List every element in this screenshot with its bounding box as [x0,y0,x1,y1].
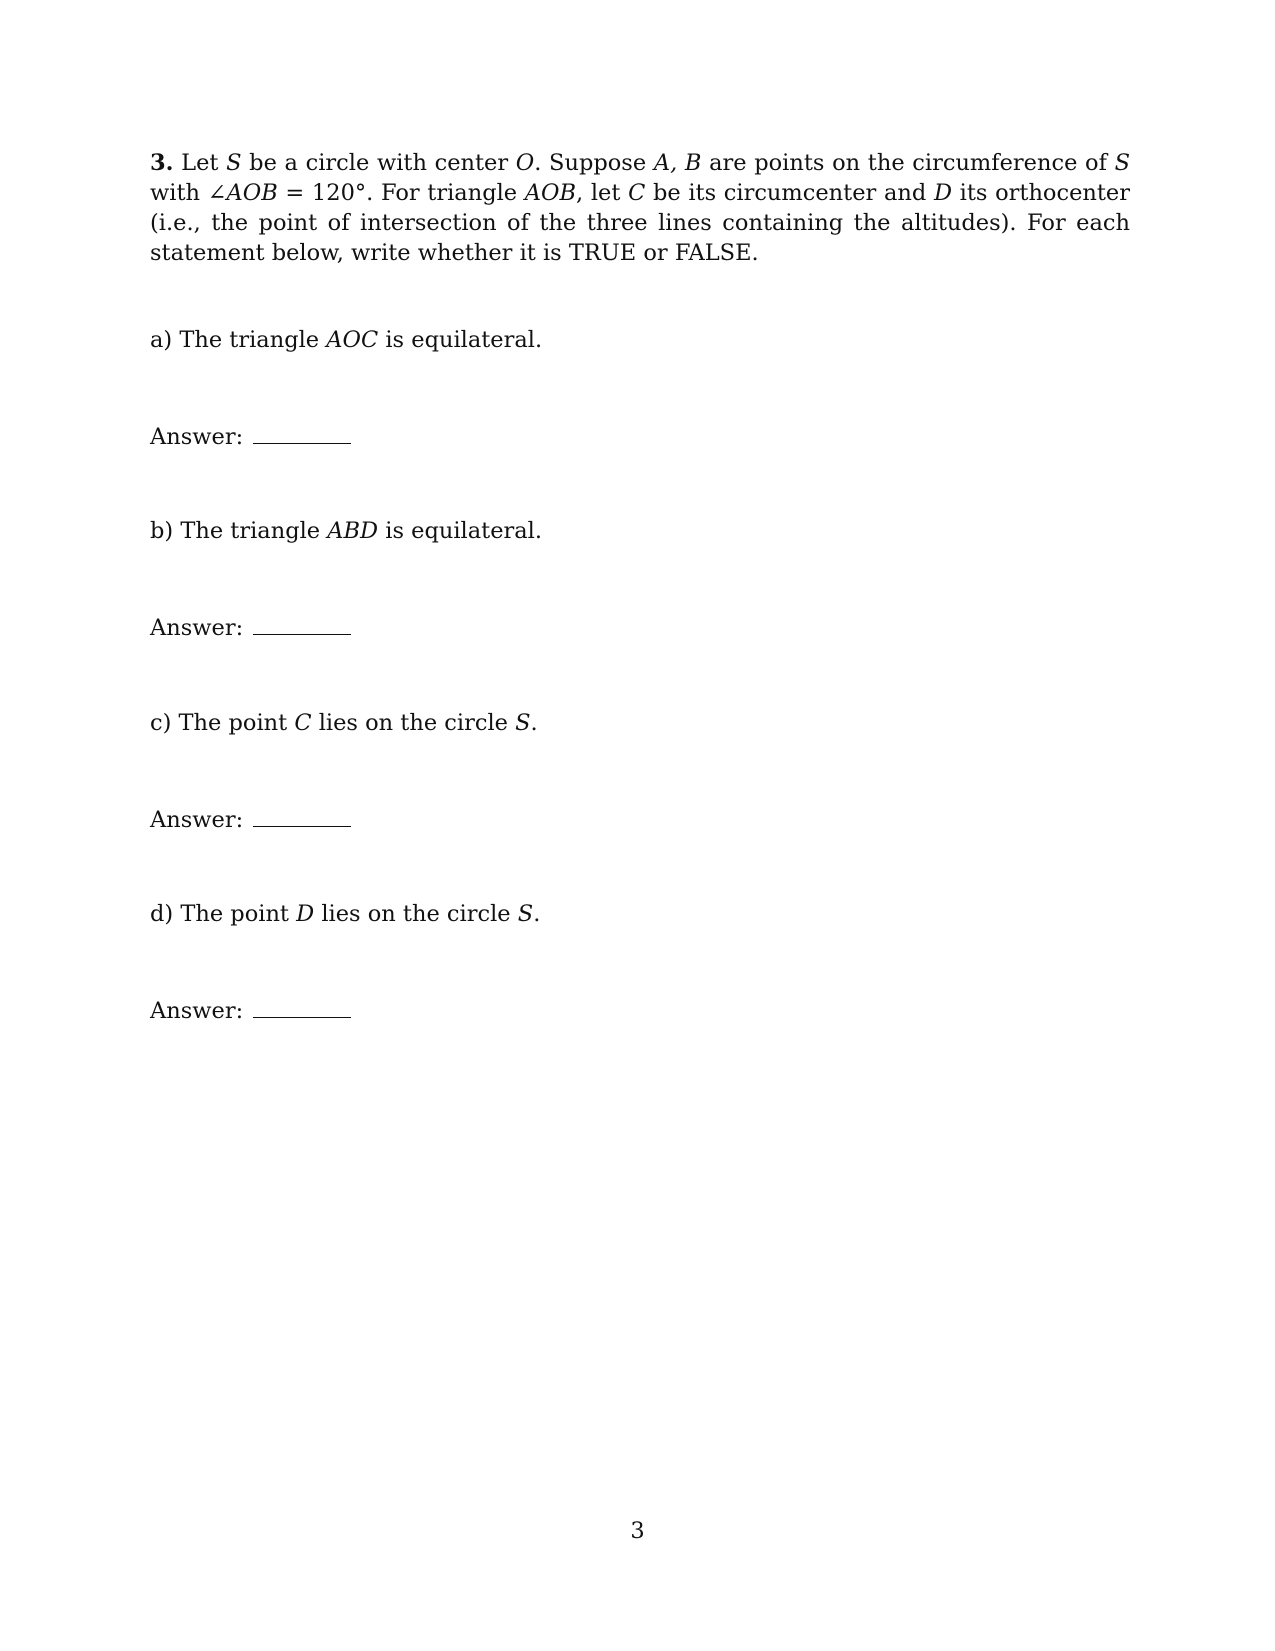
answer-label: Answer: [150,424,244,450]
part-d-statement: d) The point D lies on the circle S. [150,901,541,927]
problem-text: are points on the circumference of [701,150,1115,176]
part-d-answer [150,995,351,1026]
answer-blank-c[interactable] [253,804,351,827]
answer-blank-a[interactable] [253,421,351,444]
math-var: O [515,150,535,176]
problem-text: be its circumcenter and [645,180,934,206]
math-var: C [294,710,312,736]
answer-blank-d[interactable] [253,995,351,1018]
part-c-statement: c) The point C lies on the circle S. [150,710,538,736]
math-var: AOB [524,180,577,206]
problem-text: Let [173,150,227,176]
part-a-answer [150,421,351,452]
math-angle: ∠AOB [207,180,278,206]
math-var: A, B [653,150,702,176]
part-a-statement: a) The triangle AOC is equilateral. [150,327,543,353]
problem-text: with [150,180,208,206]
math-var: C [628,180,646,206]
problem-text: = 120°. For triangle [277,180,525,206]
problem-text: . Suppose [534,150,654,176]
answer-blank-b[interactable] [253,612,351,635]
math-var: S [515,710,531,736]
part-b-statement: b) The triangle ABD is equilateral. [150,518,543,544]
math-var: S [226,150,242,176]
math-var: D [296,901,315,927]
math-var: S [1114,150,1130,176]
math-var: ABD [327,518,379,544]
problem-text: , let [576,180,629,206]
math-var: S [517,901,534,927]
answer-label: Answer: [150,998,244,1024]
problem-statement [150,148,1130,268]
math-var: D [933,180,952,206]
answer-label: Answer: [150,615,244,641]
problem-text: be a circle with center [241,150,516,176]
problem-number: 3. [150,150,174,176]
part-b-answer [150,612,351,643]
problem-text: its orthocenter (i.e., the point of intersection of the three lines containing the altitudes). For each statement below, write whether it is TRUE or FALSE. [150,180,1131,266]
part-c-answer [150,804,351,835]
answer-label: Answer: [150,807,244,833]
math-var: AOC [326,327,379,353]
page-number: 3 [630,1518,645,1544]
